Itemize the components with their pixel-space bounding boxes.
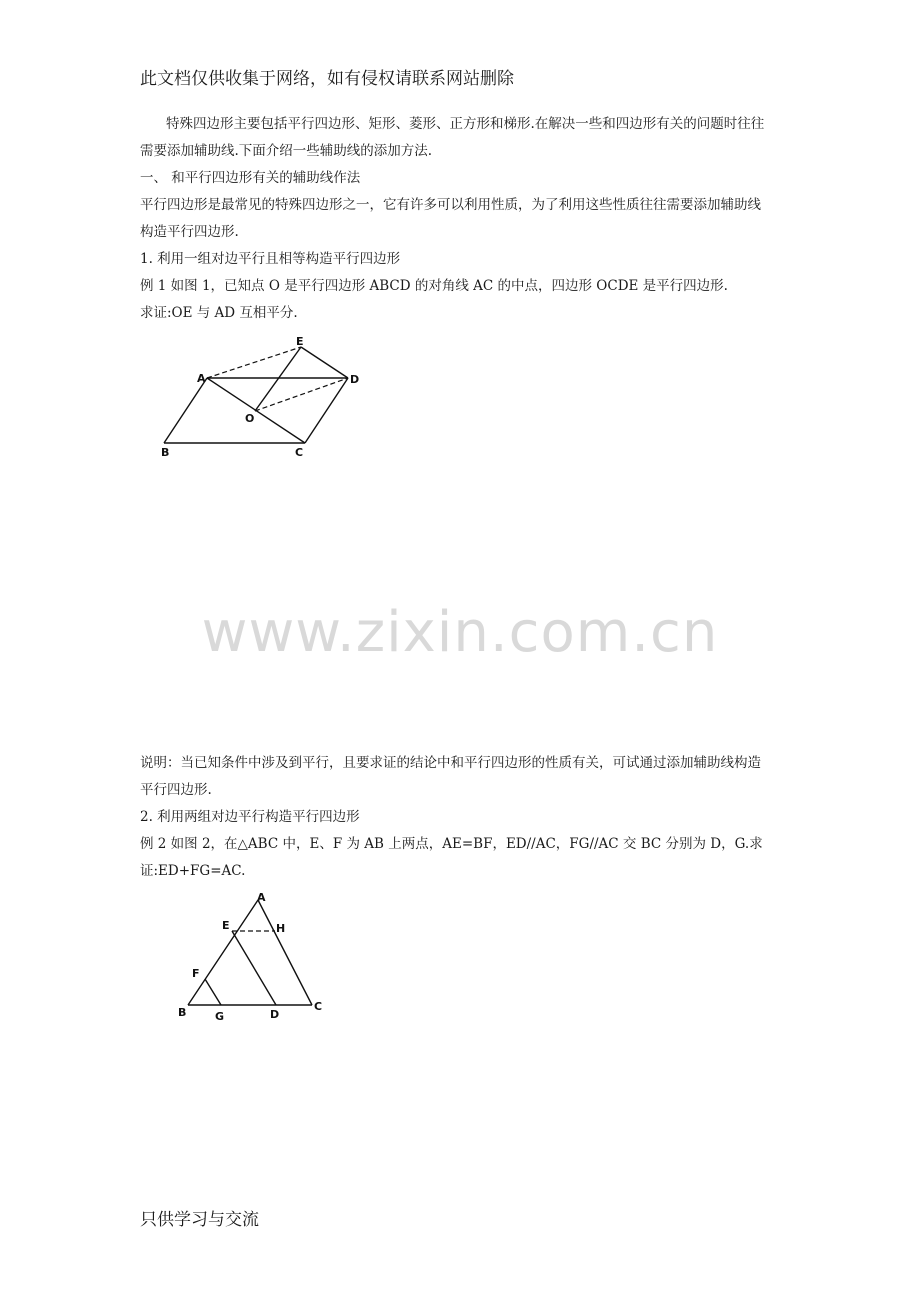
figure-2-label-a: A [257, 891, 266, 904]
figure-1-label-e: E [296, 335, 304, 348]
header-note: 此文档仅供收集于网络，如有侵权请联系网站删除 [140, 69, 514, 89]
figure-1-parallelogram-diagram [150, 330, 380, 465]
intro-line-1: 特殊四边形主要包括平行四边形、矩形、菱形、正方形和梯形.在解决一些和四边形有关的问题时往往 [166, 116, 765, 132]
figure-1-label-o: O [245, 412, 255, 425]
segment-fg [205, 979, 221, 1005]
segment-cd [305, 378, 348, 443]
example-2-line-1: 例 2 如图 2，在△ABC 中，E、F 为 AB 上两点，AE=BF，ED//AC，FG//AC 交 BC 分别为 D，G.求 [140, 836, 763, 852]
dashed-segment-od [255, 378, 348, 411]
intro-line-2: 需要添加辅助线.下面介绍一些辅助线的添加方法. [140, 143, 433, 159]
segment-ed [301, 347, 348, 378]
figure-1-label-b: B [161, 446, 170, 459]
segment-ed [232, 931, 276, 1005]
section-1-paragraph-line-1: 平行四边形是最常见的特殊四边形之一，它有许多可以利用性质，为了利用这些性质往往需要添加辅助线 [140, 197, 761, 213]
figure-1-label-a: A [197, 372, 206, 385]
figure-2-label-h: H [276, 922, 286, 935]
figure-2-label-b: B [178, 1006, 187, 1019]
example-2-line-2: 证:ED+FG=AC. [140, 863, 246, 879]
figure-2-label-c: C [314, 1000, 323, 1013]
segment-ab [188, 900, 258, 1005]
figure-2-label-f: F [192, 967, 200, 980]
figure-2-label-e: E [222, 919, 230, 932]
segment-oe [255, 347, 301, 411]
watermark-text: www.zixin.com.cn [201, 600, 719, 665]
figure-2-label-g: G [215, 1010, 225, 1023]
figure-2-label-d: D [270, 1008, 280, 1021]
dashed-segment-ae [207, 347, 301, 378]
figure-2-triangle-diagram [170, 885, 330, 1025]
figure-1-label-c: C [295, 446, 304, 459]
section-1-paragraph-line-2: 构造平行四边形. [140, 224, 239, 240]
footer-text: 只供学习与交流 [140, 1210, 259, 1230]
method-1-title: 1. 利用一组对边平行且相等构造平行四边形 [140, 251, 401, 267]
figure-1-label-d: D [350, 373, 360, 386]
example-1-line-2: 求证:OE 与 AD 互相平分. [140, 305, 298, 321]
note-line-2: 平行四边形. [140, 782, 212, 798]
section-1-title: 一、 和平行四边形有关的辅助线作法 [140, 170, 361, 186]
method-2-title: 2. 利用两组对边平行构造平行四边形 [140, 809, 360, 825]
note-line-1: 说明：当已知条件中涉及到平行，且要求证的结论中和平行四边形的性质有关，可试通过添加辅助线构造 [140, 755, 761, 771]
segment-ab [164, 378, 207, 443]
example-1-line-1: 例 1 如图 1，已知点 O 是平行四边形 ABCD 的对角线 AC 的中点，四边形 OCDE 是平行四边形. [140, 278, 728, 294]
